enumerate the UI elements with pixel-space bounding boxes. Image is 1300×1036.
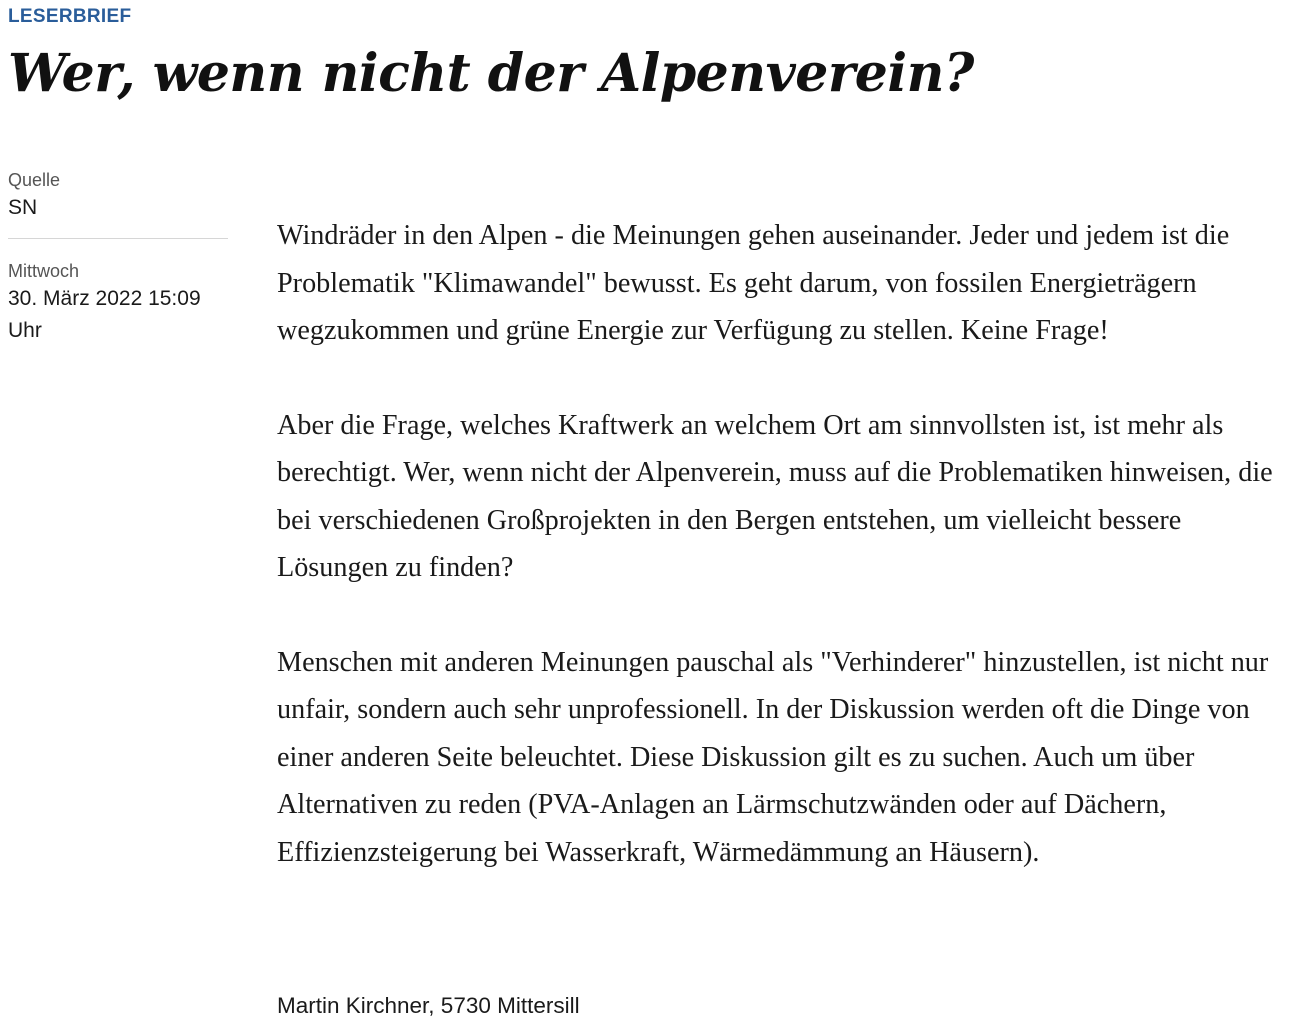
page-title: Wer, wenn nicht der Alpenverein? [8,43,974,104]
article-kicker[interactable]: LESERBRIEF [8,6,132,27]
article-body [277,212,1282,876]
article-paragraph-3: Menschen mit anderen Meinungen pauschal als "Verhinderer" hinzustellen, ist nicht nur unfair, sondern auch sehr unprofessionell. In der Diskussion werden oft die Dinge von einer anderen Seite beleuchtet. Diese Diskussion gilt es zu suchen. Auch um über Alternativen zu reden (PVA-Anlagen an Lärmschutzwänden oder auf Dächern, Effizienzsteigerung bei Wasserkraft, Wärmedämmung an Häusern). [277,646,1269,868]
article-paragraph-1: Windräder in den Alpen - die Meinungen gehen auseinander. Jeder und jedem ist die Problematik "Klimawandel" bewusst. Es geht darum, von fossilen Energieträgern wegzukommen und grüne Energie zur Verfügung zu stellen. Keine Frage! [277,220,1230,346]
meta-day-label: Mittwoch [8,261,80,281]
article-paragraph-2: Aber die Frage, welches Kraftwerk an welchem Ort am sinnvollsten ist, ist mehr als berechtigt. Wer, wenn nicht der Alpenverein, muss auf die Problematiken hinweisen, die bei verschiedenen Großprojekten in den Bergen entstehen, um vielleicht bessere Lösungen zu finden? [277,409,1273,583]
meta-date [8,238,228,361]
meta-source [8,168,228,238]
meta-source-value: SN [8,196,38,219]
article-meta [8,168,228,361]
article-author: Martin Kirchner, 5730 Mittersill [277,993,580,1018]
meta-datetime-value: 30. März 2022 15:09 Uhr [8,287,201,342]
meta-source-label: Quelle [8,170,61,190]
